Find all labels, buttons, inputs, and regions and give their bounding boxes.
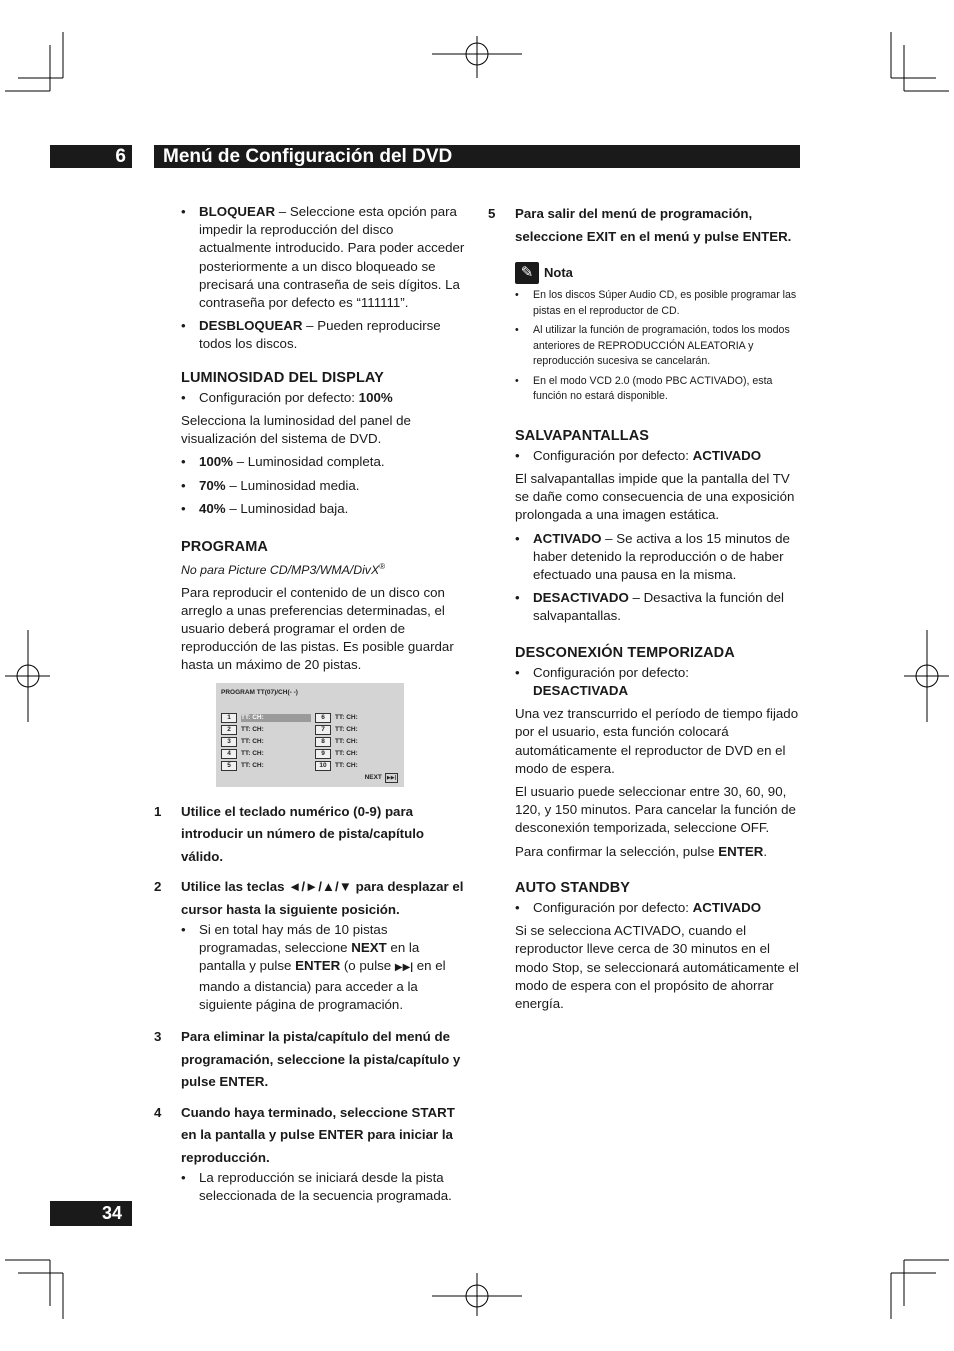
osd-next xyxy=(365,773,398,783)
note-text: (o pulse xyxy=(340,958,395,974)
auto-standby-default xyxy=(515,899,803,917)
step-1 xyxy=(154,801,469,869)
osd-row xyxy=(221,738,311,747)
luminosidad-option xyxy=(181,453,469,471)
osd-row xyxy=(315,714,405,723)
option-text: – Desactiva la función del salvapantallas. xyxy=(533,590,785,624)
osd-row-text: TT: CH: xyxy=(335,762,358,770)
osd-row-text: TT: CH: xyxy=(335,750,358,758)
salvapantallas-option xyxy=(515,589,803,625)
osd-row-num: 6 xyxy=(315,713,331,723)
default-value: DESACTIVADA xyxy=(533,682,629,698)
luminosidad-description: Selecciona la luminosidad del panel de visualización del sistema de DVD. xyxy=(181,413,411,447)
registered-mark: ® xyxy=(379,562,386,572)
note-item: • Al utilizar la función de programación, todos los modos anteriores de REPRODUCCIÓN ALEATORIA y reproducción sucesiva se cancelarán. xyxy=(515,323,803,370)
step-4-note: • La reproducción se iniciará desde la pista seleccionada de la secuencia programada. xyxy=(181,1169,469,1205)
note-pencil-icon: ✎ xyxy=(515,262,539,284)
default-label: Configuración por defecto: xyxy=(533,899,693,915)
option-text: – Se activa a los 15 minutos de haber detenido la reproducción o de haber efectuado una pausa en la misma. xyxy=(533,530,790,582)
option-term: 40% xyxy=(199,500,226,516)
option-term: 100% xyxy=(199,454,234,470)
osd-row-num: 7 xyxy=(315,725,331,735)
default-value: ACTIVADO xyxy=(692,447,762,463)
osd-row xyxy=(315,750,405,759)
default-value: ACTIVADO xyxy=(692,899,762,915)
programa-note-text: No para Picture CD/MP3/WMA/DivX xyxy=(181,563,380,578)
osd-row-text: TT: CH: xyxy=(241,750,264,758)
option-term: ACTIVADO xyxy=(533,530,602,546)
desconexion-p2: El usuario puede seleccionar entre 30, 60, 90, 120, y 150 minutos. Para cancelar la función de desconexión temporizada, seleccione OFF. xyxy=(515,783,796,836)
salvapantallas-option xyxy=(515,530,803,585)
left-column xyxy=(154,203,469,1210)
program-screen-image xyxy=(216,683,404,787)
osd-row xyxy=(315,762,405,771)
chapter-title: Menú de Configuración del DVD xyxy=(163,146,453,167)
default-label: Configuración por defecto: xyxy=(533,447,693,463)
note-text: Si en total hay más de 10 pistas programadas, seleccione xyxy=(199,922,388,956)
note-text: en el mando a distancia) para acceder a la siguiente página de programación. xyxy=(199,958,446,1012)
osd-row-text: TT: CH: xyxy=(241,714,311,722)
step-4 xyxy=(154,1102,469,1170)
osd-row-text: TT: CH: xyxy=(241,726,264,734)
default-label: Configuración por defecto: xyxy=(533,664,689,680)
osd-row xyxy=(221,750,311,759)
step-5 xyxy=(488,203,803,248)
option-text: – Luminosidad baja. xyxy=(225,500,349,516)
luminosidad-option xyxy=(181,477,469,495)
page-number-box xyxy=(50,1201,132,1226)
step-text: Para salir del menú de programación, seleccione EXIT en el menú y pulse ENTER. xyxy=(515,206,792,244)
osd-row-num: 2 xyxy=(221,725,237,735)
osd-row xyxy=(221,726,311,735)
osd-row-num: 9 xyxy=(315,749,331,759)
default-value: 100% xyxy=(358,389,393,405)
programa-description: Para reproducir el contenido de un disco con arreglo a unas preferencias determinadas, el usuario deberá programar el orden de reproducción de las pistas. Es posible guardar hasta un máximo de 20 pistas. xyxy=(181,584,454,673)
osd-row xyxy=(221,762,311,771)
note-text: en la pantalla y pulse xyxy=(199,940,420,974)
programa-heading: PROGRAMA xyxy=(181,539,268,556)
luminosidad-heading: LUMINOSIDAD DEL DISPLAY xyxy=(181,369,384,386)
next-track-icon: ▶▶| xyxy=(386,774,396,781)
luminosidad-default xyxy=(181,389,469,407)
osd-row xyxy=(221,714,311,723)
note-item: • En el modo VCD 2.0 (modo PBC ACTIVADO), esta función no estará disponible. xyxy=(515,374,803,405)
option-text: – Luminosidad media. xyxy=(225,477,360,493)
osd-row-text: TT: CH: xyxy=(335,726,358,734)
desconexion-default xyxy=(515,664,803,700)
osd-row-num: 1 xyxy=(221,713,237,723)
osd-next-label: NEXT xyxy=(364,773,382,781)
note-header xyxy=(515,262,803,284)
osd-row xyxy=(315,738,405,747)
desconexion-heading: DESCONEXIÓN TEMPORIZADA xyxy=(515,644,735,661)
osd-row xyxy=(315,726,405,735)
desbloquear-item xyxy=(181,317,469,353)
page-number: 34 xyxy=(101,1203,122,1223)
p3-key: ENTER xyxy=(718,843,764,859)
default-label: Configuración por defecto: xyxy=(199,389,359,405)
salvapantallas-description: El salvapantallas impide que la pantalla del TV se dañe como consecuencia de una exposición prolongada a una imagen estática. xyxy=(515,470,795,523)
bloquear-term: BLOQUEAR xyxy=(199,204,276,219)
step-text: Utilice el teclado numérico (0-9) para introducir un número de pista/capítulo válido. xyxy=(181,803,425,864)
step-text: Cuando haya terminado, seleccione START en la pantalla y pulse ENTER para iniciar la reproducción. xyxy=(181,1104,455,1165)
desconexion-p3 xyxy=(515,843,803,861)
note-key: NEXT xyxy=(351,940,387,956)
osd-row-num: 3 xyxy=(221,737,237,747)
bloquear-text: – Seleccione esta opción para impedir la reproducción del disco actualmente introducido. Para poder acceder posteriormente a un disco bloqueado se precisará una contraseña de seis dígitos. La contraseña por defecto es “111111”. xyxy=(199,204,465,311)
step-number: 3 xyxy=(154,1029,162,1045)
luminosidad-option xyxy=(181,500,469,518)
next-track-icon: ▶▶| xyxy=(394,962,414,974)
step-text: Para eliminar la pista/capítulo del menú de programación, seleccione la pista/capítulo y pulse ENTER. xyxy=(181,1029,461,1090)
note-key: ENTER xyxy=(295,958,341,974)
option-text: – Luminosidad completa. xyxy=(233,454,385,470)
step-number: 4 xyxy=(154,1104,162,1120)
osd-title: PROGRAM TT(07)/CH(- -) xyxy=(221,688,298,696)
step-3 xyxy=(154,1026,469,1094)
step-text: Utilice las teclas ◄/►/▲/▼ para desplazar el cursor hasta la siguiente posición. xyxy=(181,879,464,917)
osd-row-text: TT: CH: xyxy=(335,738,358,746)
auto-standby-description: Si se selecciona ACTIVADO, cuando el reproductor lleve cerca de 30 minutos en el modo Stop, se seleccionará automáticamente el modo de espera con el propósito de ahorrar energía. xyxy=(515,923,799,1011)
chapter-number-box xyxy=(50,145,132,168)
note-item: • En los discos Súper Audio CD, es posible programar las pistas en el reproductor de CD. xyxy=(515,288,803,319)
salvapantallas-heading: SALVAPANTALLAS xyxy=(515,427,650,444)
osd-row-num: 10 xyxy=(315,761,331,771)
p3-text: Para confirmar la selección, pulse xyxy=(515,843,719,859)
option-term: DESACTIVADO xyxy=(533,590,629,606)
bloquear-item xyxy=(181,203,469,312)
salvapantallas-default xyxy=(515,447,803,465)
osd-row-text: TT: CH: xyxy=(241,738,264,746)
osd-row-num: 8 xyxy=(315,737,331,747)
step-2 xyxy=(154,876,469,921)
osd-row-num: 5 xyxy=(221,761,237,771)
step-2-note xyxy=(181,921,469,1014)
step-number: 5 xyxy=(488,206,496,221)
chapter-number: 6 xyxy=(115,146,126,167)
p3-end: . xyxy=(763,843,768,859)
option-term: 70% xyxy=(199,477,226,493)
desbloquear-term: DESBLOQUEAR xyxy=(199,318,303,334)
osd-row-num: 4 xyxy=(221,749,237,759)
osd-row-text: TT: CH: xyxy=(335,714,358,722)
desconexion-p1: Una vez transcurrido el período de tiempo fijado por el usuario, esta función colocará automáticamente el reproductor de DVD en el modo de espera. xyxy=(515,706,799,776)
note-label: Nota xyxy=(544,264,573,280)
auto-standby-heading: AUTO STANDBY xyxy=(515,879,631,896)
right-column xyxy=(488,203,803,1018)
step-number: 2 xyxy=(154,879,162,895)
chapter-title-bar xyxy=(154,145,800,168)
desbloquear-text: – Pueden reproducirse todos los discos. xyxy=(199,318,441,352)
osd-row-text: TT: CH: xyxy=(241,762,264,770)
programa-note xyxy=(181,558,469,579)
step-number: 1 xyxy=(154,803,162,819)
